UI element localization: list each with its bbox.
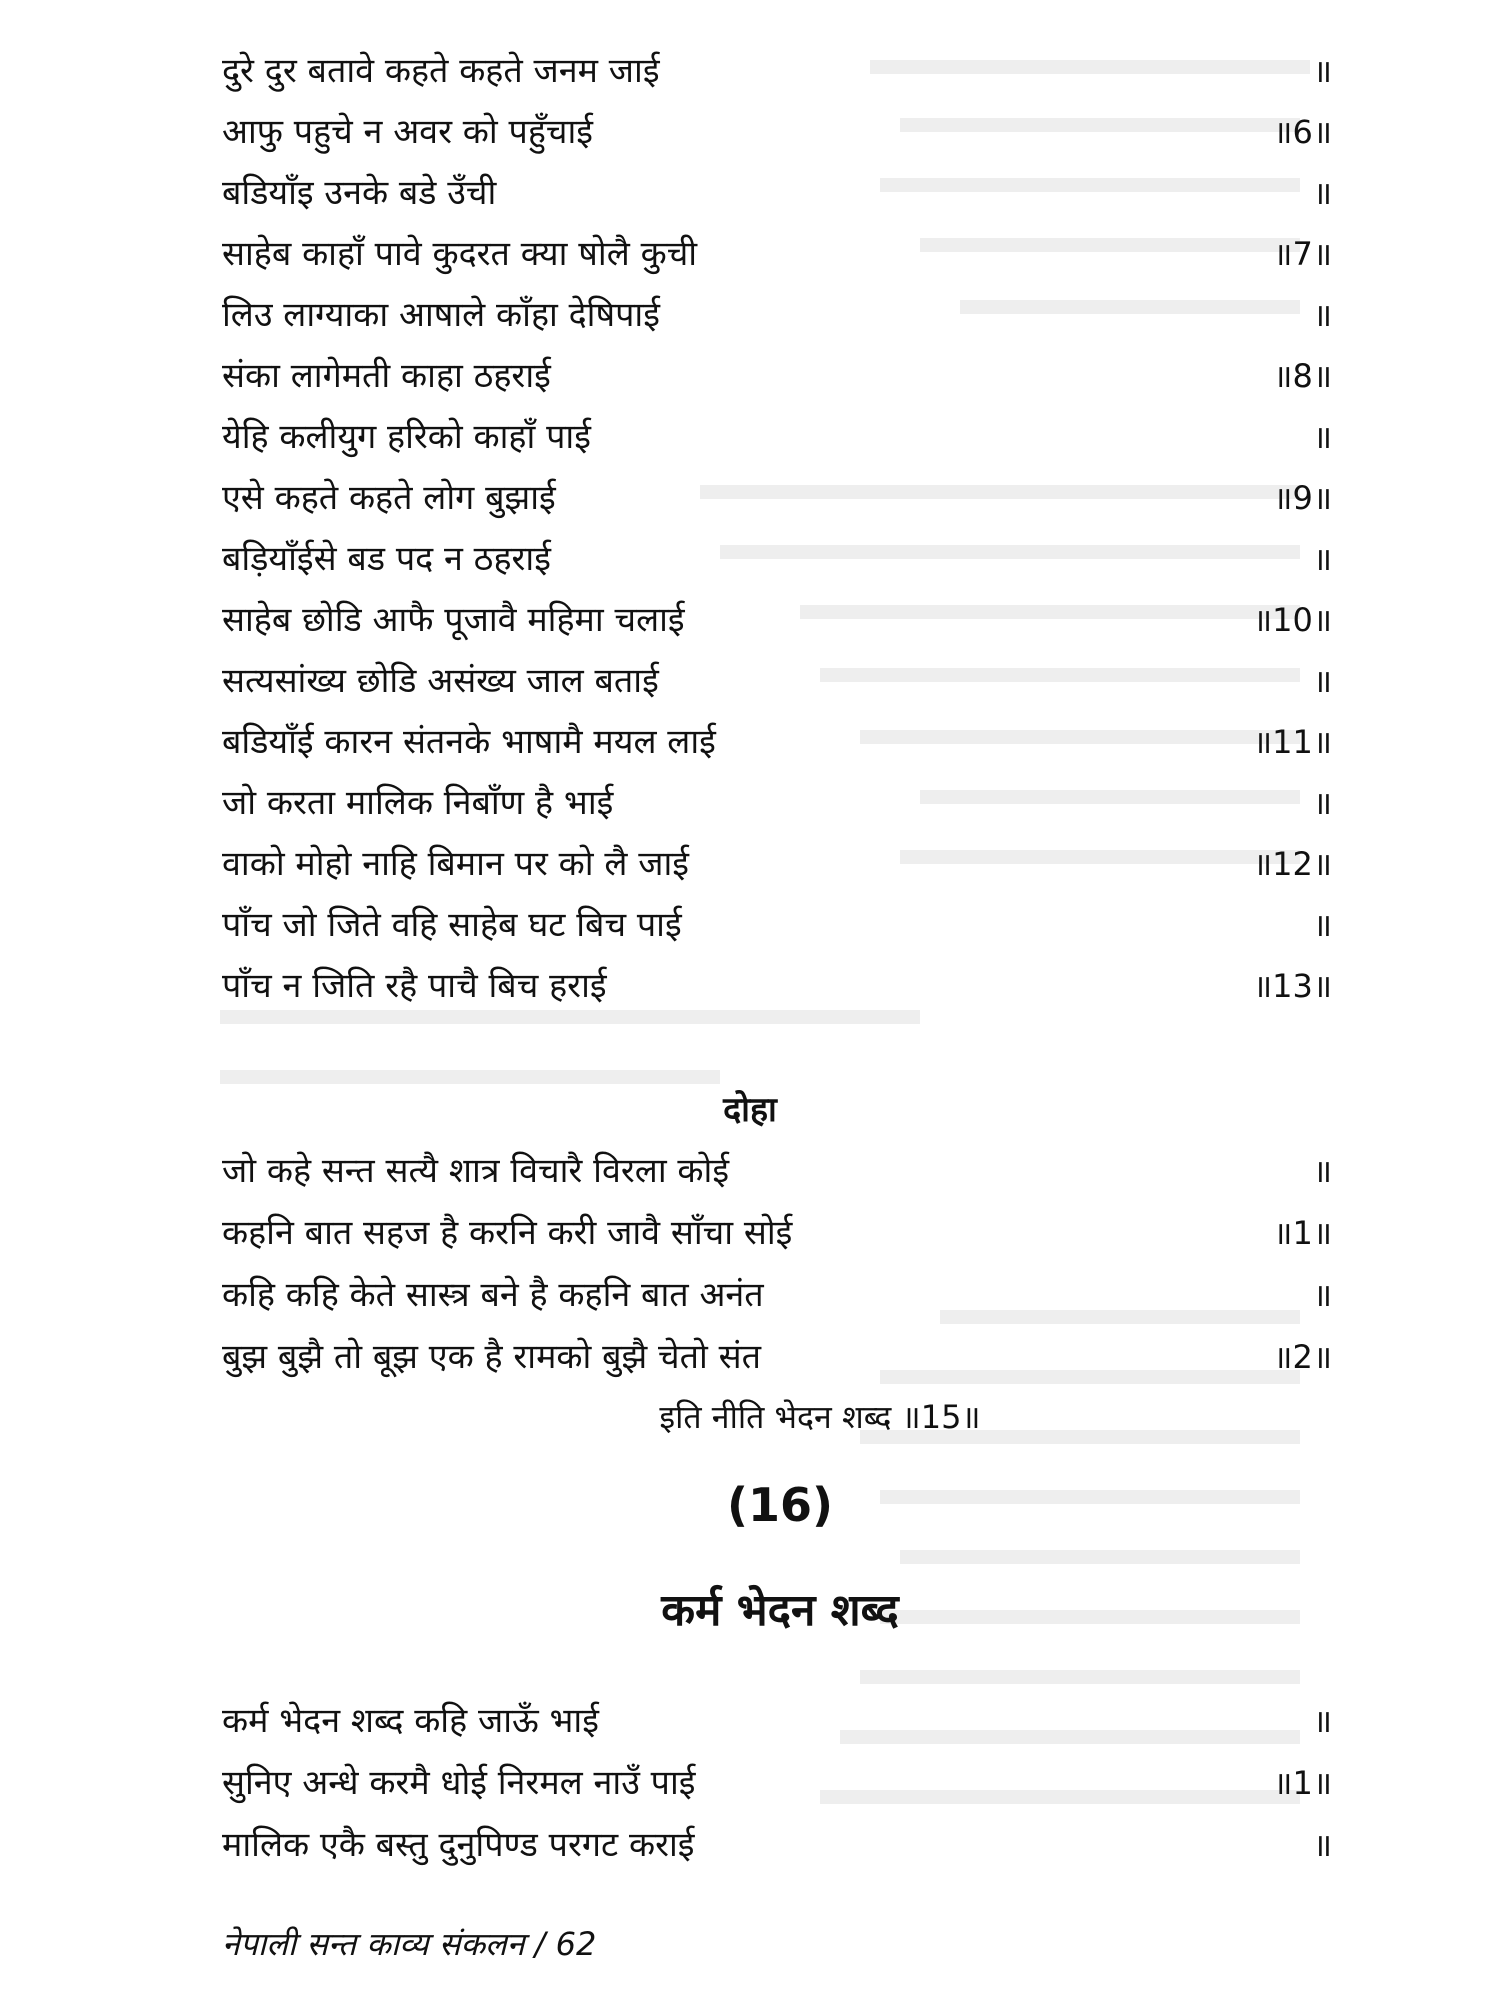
verse-verse-marker: ॥6॥ [1273, 113, 1332, 151]
verse-line [222, 40, 1332, 102]
verse-text: जो करता मालिक निबाँण है भाई [222, 783, 614, 823]
page-footer: नेपाली सन्त काव्य संकलन / 62 [222, 1925, 597, 1963]
verse-verse-marker: ॥ [1312, 418, 1332, 456]
verse-verse-marker: ॥ [1312, 296, 1332, 334]
verse-bottom-verse-marker: ॥ [1312, 1826, 1332, 1864]
verse-verse-marker: ॥ [1312, 906, 1332, 944]
verse-line [222, 284, 1332, 346]
section-title: कर्म भेदन शब्द [661, 1585, 899, 1636]
verse-line [222, 833, 1332, 895]
verse-text: बडियाँइ उनके बडे उँची [222, 173, 497, 213]
verse-line [222, 345, 1332, 407]
verse-line [222, 589, 1332, 651]
verse-verse-marker: ॥12॥ [1252, 845, 1332, 883]
verse-line [222, 223, 1332, 285]
verse-text: दुरे दुर बतावे कहते कहते जनम जाई [222, 51, 660, 91]
verse-verse-marker: ॥11॥ [1252, 723, 1332, 761]
doha-verse-marker: ॥ [1312, 1152, 1332, 1190]
verse-bottom-verse-marker: ॥1॥ [1273, 1764, 1332, 1802]
verse-line [222, 162, 1332, 224]
verse-verse-marker: ॥ [1312, 662, 1332, 700]
verse-verse-marker: ॥8॥ [1273, 357, 1332, 395]
verse-bottom-text: मालिक एकै बस्तु दुनुपिण्ड परगट कराई [222, 1825, 695, 1865]
verse-line [222, 650, 1332, 712]
verse-text: आफु पहुचे न अवर को पहुँचाई [222, 112, 593, 152]
verse-text: सत्यसांख्य छोडि असंख्य जाल बताई [222, 661, 659, 701]
doha-line [222, 1140, 1332, 1202]
verse-line [222, 528, 1332, 590]
verse-text: एसे कहते कहते लोग बुझाई [222, 478, 556, 518]
verse-verse-marker: ॥13॥ [1252, 967, 1332, 1005]
verse-text: पाँच जो जिते वहि साहेब घट बिच पाई [222, 905, 682, 945]
verse-text: बड़ियाँईसे बड पद न ठहराई [222, 539, 551, 579]
verse-bottom-line [222, 1752, 1332, 1814]
verse-verse-marker: ॥9॥ [1273, 479, 1332, 517]
verse-line [222, 772, 1332, 834]
verse-verse-marker: ॥10॥ [1252, 601, 1332, 639]
doha-text: कहनि बात सहज है करनि करी जावै साँचा सोई [222, 1213, 793, 1253]
verse-text: वाको मोहो नाहि बिमान पर को लै जाई [222, 844, 689, 884]
verse-verse-marker: ॥ [1312, 52, 1332, 90]
doha-text: बुझ बुझै तो बूझ एक है रामको बुझै चेतो संत [222, 1337, 761, 1377]
verse-verse-marker: ॥7॥ [1273, 235, 1332, 273]
doha-text: कहि कहि केते सास्त्र बने है कहनि बात अनंत [222, 1275, 764, 1315]
verse-text: पाँच न जिति रहै पाचै बिच हराई [222, 966, 607, 1006]
verse-text: संका लागेमती काहा ठहराई [222, 356, 551, 396]
verse-verse-marker: ॥ [1312, 784, 1332, 822]
verse-text: साहेब काहाँ पावे कुदरत क्या षोलै कुची [222, 234, 698, 274]
verse-line [222, 406, 1332, 468]
verse-line [222, 101, 1332, 163]
verse-bottom-text: सुनिए अन्धे करमै धोई निरमल नाउँ पाई [222, 1763, 696, 1803]
verse-bottom-verse-marker: ॥ [1312, 1702, 1332, 1740]
verse-line [222, 711, 1332, 773]
verse-bottom-line [222, 1814, 1332, 1876]
section-number: (16) [726, 1478, 834, 1532]
verse-line [222, 955, 1332, 1017]
verse-text: लिउ लाग्याका आषाले काँहा देषिपाई [222, 295, 660, 335]
verse-text: साहेब छोडि आफै पूजावै महिमा चलाई [222, 600, 685, 640]
verse-line [222, 467, 1332, 529]
doha-line [222, 1264, 1332, 1326]
doha-verse-marker: ॥2॥ [1273, 1338, 1332, 1376]
verse-text: येहि कलीयुग हरिको काहाँ पाई [222, 417, 591, 457]
section-end-line: इति नीति भेदन शब्द ॥15॥ [659, 1398, 981, 1436]
doha-text: जो कहे सन्त सत्यै शात्र विचारै विरला कोई [222, 1151, 730, 1191]
doha-line [222, 1202, 1332, 1264]
verse-bottom-line [222, 1690, 1332, 1752]
verse-text: बडियाँई कारन संतनके भाषामै मयल लाई [222, 722, 716, 762]
doha-heading: दोहा [723, 1090, 777, 1130]
verse-line [222, 894, 1332, 956]
verse-bottom-text: कर्म भेदन शब्द कहि जाऊँ भाई [222, 1701, 599, 1741]
doha-verse-marker: ॥1॥ [1273, 1214, 1332, 1252]
verse-verse-marker: ॥ [1312, 174, 1332, 212]
verse-verse-marker: ॥ [1312, 540, 1332, 578]
doha-verse-marker: ॥ [1312, 1276, 1332, 1314]
doha-line [222, 1326, 1332, 1388]
